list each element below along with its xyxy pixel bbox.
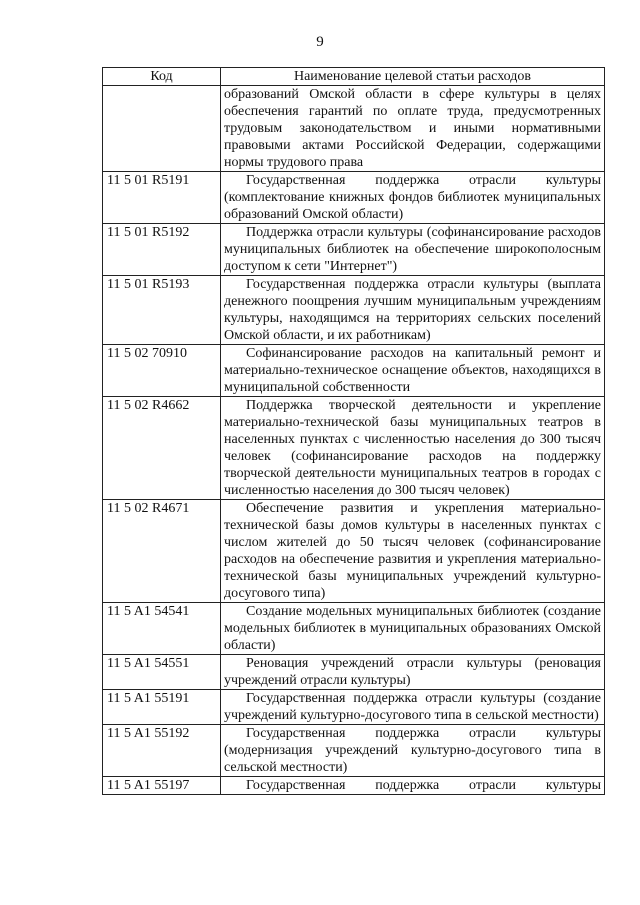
row-name-text: Государственная поддержка отрасли культуры (комплектование книжных фондов библиотек муниципальных образований Омской области) bbox=[224, 173, 601, 222]
table-row bbox=[103, 276, 605, 345]
row-name bbox=[221, 276, 605, 345]
row-name bbox=[221, 690, 605, 725]
row-name bbox=[221, 86, 605, 172]
row-name-text: Софинансирование расходов на капитальный ремонт и материально-техническое оснащение объектов, находящихся в муниципальной собственности bbox=[224, 346, 601, 395]
table-row bbox=[103, 397, 605, 500]
row-name-text: Создание модельных муниципальных библиотек (создание модельных библиотек в муниципальных образованиях Омской области) bbox=[224, 604, 601, 653]
row-name-text: Реновация учреждений отрасли культуры (реновация учреждений отрасли культуры) bbox=[224, 656, 601, 688]
row-name-text: Поддержка отрасли культуры (софинансирование расходов муниципальных библиотек на обеспечение широкополосным доступом к сети "Интернет") bbox=[224, 225, 601, 274]
row-name-text: Государственная поддержка отрасли культуры (модернизация учреждений культурно-досугового типа в сельской местности) bbox=[224, 726, 601, 775]
row-code bbox=[103, 86, 221, 172]
table-header-row bbox=[103, 68, 605, 86]
row-name-text: Государственная поддержка отрасли культуры (создание учреждений культурно-досугового типа в сельской местности) bbox=[224, 691, 601, 723]
table-row bbox=[103, 172, 605, 224]
row-name-text: Поддержка творческой деятельности и укрепление материально-технической базы муниципальных театров в населенных пунктах с численностью населения до 300 тысяч человек (софинансирование расходов на поддержку творческой деятельности муниципальных театров в городах с численностью населения до 300 тысяч человек) bbox=[224, 398, 601, 498]
table-row bbox=[103, 655, 605, 690]
row-name bbox=[221, 345, 605, 397]
row-code: 11 5 A1 55192 bbox=[103, 725, 221, 777]
row-name bbox=[221, 224, 605, 276]
row-code: 11 5 02 R4662 bbox=[103, 397, 221, 500]
table-row bbox=[103, 690, 605, 725]
row-code: 11 5 A1 55197 bbox=[103, 777, 221, 795]
table-row bbox=[103, 86, 605, 172]
row-name bbox=[221, 397, 605, 500]
row-name bbox=[221, 725, 605, 777]
page-number: 9 bbox=[316, 34, 324, 50]
row-code: 11 5 02 70910 bbox=[103, 345, 221, 397]
row-code: 11 5 A1 55191 bbox=[103, 690, 221, 725]
row-name bbox=[221, 500, 605, 603]
row-name bbox=[221, 603, 605, 655]
table-row bbox=[103, 224, 605, 276]
table-row bbox=[103, 345, 605, 397]
column-header-code: Код bbox=[103, 68, 221, 86]
row-name bbox=[221, 655, 605, 690]
row-code: 11 5 01 R5193 bbox=[103, 276, 221, 345]
row-name-text: Государственная поддержка отрасли культуры bbox=[246, 778, 601, 793]
row-code: 11 5 02 R4671 bbox=[103, 500, 221, 603]
table-row bbox=[103, 777, 605, 795]
row-code: 11 5 01 R5192 bbox=[103, 224, 221, 276]
row-name-text: Обеспечение развития и укрепления материально-технической базы домов культуры в населенных пунктах с числом жителей до 50 тысяч человек (софинансирование расходов на обеспечение развития и укрепления материально-технической базы муниципальных учреждений культурно-досугового типа) bbox=[224, 501, 601, 601]
table-row bbox=[103, 725, 605, 777]
row-name-text: Государственная поддержка отрасли культуры (выплата денежного поощрения лучшим муниципальным учреждениям культуры, находящимся на территориях сельских поселений Омской области, и их работникам) bbox=[224, 277, 601, 343]
target-expense-table bbox=[102, 67, 605, 795]
row-code: 11 5 A1 54551 bbox=[103, 655, 221, 690]
table-row bbox=[103, 500, 605, 603]
row-name-text: образований Омской области в сфере культуры в целях обеспечения гарантий по оплате труда, предусмотренных трудовым законодательством и иными нормативными правовыми актами Российской Федерации, содержащими нормы трудового права bbox=[224, 87, 601, 170]
row-name bbox=[221, 172, 605, 224]
column-header-name: Наименование целевой статьи расходов bbox=[221, 68, 605, 86]
table-row bbox=[103, 603, 605, 655]
row-code: 11 5 01 R5191 bbox=[103, 172, 221, 224]
row-name bbox=[221, 777, 605, 795]
row-code: 11 5 A1 54541 bbox=[103, 603, 221, 655]
